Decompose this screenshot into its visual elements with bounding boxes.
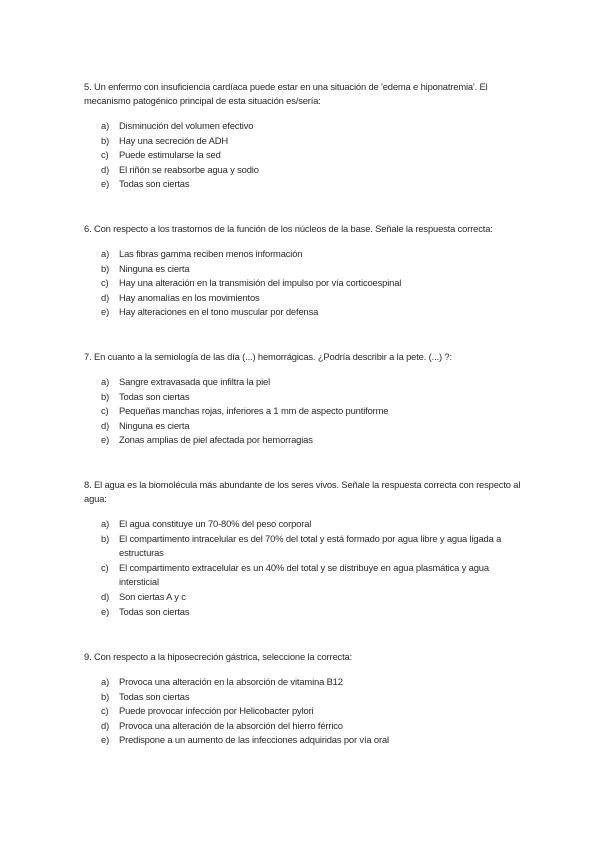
option-letter: b) [101, 390, 110, 402]
option-d [84, 163, 524, 178]
option-c [84, 404, 524, 419]
option-letter: e) [101, 434, 110, 446]
option-text: Hay alteraciones en el tono muscular por defensa [119, 306, 319, 318]
option-e [84, 305, 524, 320]
options-list [84, 375, 524, 448]
option-letter: c) [101, 405, 109, 417]
option-text: Las fibras gamma reciben menos información [119, 248, 303, 259]
option-b [84, 390, 524, 405]
option-letter: e) [101, 605, 110, 617]
option-b [84, 134, 524, 149]
option-letter: a) [101, 248, 110, 259]
option-c [84, 276, 524, 291]
option-letter: d) [101, 419, 110, 431]
option-text: Provoca una alteración en la absorción de vitamina B12 [119, 676, 343, 687]
question-9 [84, 650, 524, 748]
option-e [84, 177, 524, 192]
options-list [84, 119, 524, 192]
question-7 [84, 350, 524, 448]
option-b [84, 262, 524, 277]
option-c [84, 704, 524, 719]
option-letter: e) [101, 306, 110, 318]
option-letter: b) [101, 262, 110, 274]
option-letter: c) [101, 561, 109, 573]
option-text: Zonas amplias de piel afectada por hemorragias [119, 434, 313, 446]
option-text: El compartimento intracelular es del 70% del total y está formado por agua libre y agua ligada a estructuras [119, 532, 502, 559]
question-5 [84, 80, 524, 192]
option-letter: d) [101, 590, 110, 602]
option-letter: e) [101, 178, 110, 190]
option-d [84, 719, 524, 734]
option-letter: a) [101, 518, 110, 529]
option-text: Predispone a un aumento de las infecciones adquiridas por vía oral [119, 734, 389, 746]
option-letter: c) [101, 705, 109, 717]
option-text: Disminución del volumen efectivo [119, 120, 254, 131]
option-letter: a) [101, 376, 110, 387]
option-b [84, 532, 524, 561]
option-b [84, 690, 524, 705]
option-a [84, 119, 524, 134]
option-text: Hay una secreción de ADH [119, 134, 228, 146]
option-text: Todas son ciertas [119, 605, 190, 617]
option-e [84, 605, 524, 620]
option-letter: a) [101, 120, 110, 131]
option-letter: c) [101, 149, 109, 161]
option-letter: a) [101, 676, 110, 687]
option-a [84, 517, 524, 532]
options-list [84, 675, 524, 748]
option-a [84, 675, 524, 690]
option-text: Todas son ciertas [119, 690, 190, 702]
option-text: Ninguna es cierta [119, 262, 190, 274]
option-text: El agua constituye un 70-80% del peso corporal [119, 518, 312, 529]
option-text: Pequeñas manchas rojas, inferiores a 1 mm de aspecto puntiforme [119, 405, 389, 417]
question-text: 6. Con respecto a los trastornos de la función de los núcleos de la base. Señale la respuesta correcta: [84, 223, 493, 234]
option-e [84, 433, 524, 448]
option-c [84, 148, 524, 163]
option-letter: b) [101, 134, 110, 146]
option-text: Provoca una alteración de la absorción del hierro férrico [119, 719, 343, 731]
option-text: Son ciertas A y c [119, 590, 186, 602]
option-text: Ninguna es cierta [119, 419, 190, 431]
option-a [84, 375, 524, 390]
question-text: 7. En cuanto a la semiología de las día (...) hemorrágicas. ¿Podría describir a la pete. (...) ?: [84, 351, 452, 362]
option-letter: b) [101, 532, 110, 544]
option-text: El riñón se reabsorbe agua y sodio [119, 163, 259, 175]
option-text: Todas son ciertas [119, 390, 190, 402]
option-e [84, 733, 524, 748]
option-d [84, 419, 524, 434]
option-letter: d) [101, 291, 110, 303]
option-d [84, 291, 524, 306]
option-letter: b) [101, 690, 110, 702]
option-d [84, 590, 524, 605]
options-list [84, 247, 524, 320]
option-text: Puede estimularse la sed [119, 149, 221, 161]
question-8 [84, 478, 524, 619]
option-text: Puede provocar infección por Helicobacter pylori [119, 705, 314, 717]
option-c [84, 561, 524, 590]
option-letter: c) [101, 277, 109, 289]
option-text: El compartimento extracelular es un 40% del total y se distribuye en agua plasmática y agua intersticial [119, 561, 489, 588]
option-text: Hay anomalías en los movimientos [119, 291, 260, 303]
option-a [84, 247, 524, 262]
option-text: Hay una alteración en la transmisión del impulso por vía corticoespinal [119, 277, 402, 289]
option-letter: e) [101, 734, 110, 746]
options-list [84, 517, 524, 619]
question-text: 5. Un enfermo con insuficiencia cardíaca puede estar en una situación de 'edema e hiponatremia'. El mecanismo patogénico principal de esta situación es/sería: [84, 81, 488, 106]
question-text: 9. Con respecto a la hiposecreción gástrica, seleccione la correcta: [84, 651, 353, 662]
option-letter: d) [101, 719, 110, 731]
option-text: Todas son ciertas [119, 178, 190, 190]
question-6 [84, 222, 524, 320]
question-text: 8. El agua es la biomolécula más abundante de los seres vivos. Señale la respuesta correcta con respecto al agua: [84, 479, 521, 504]
option-text: Sangre extravasada que infiltra la piel [119, 376, 271, 387]
option-letter: d) [101, 163, 110, 175]
